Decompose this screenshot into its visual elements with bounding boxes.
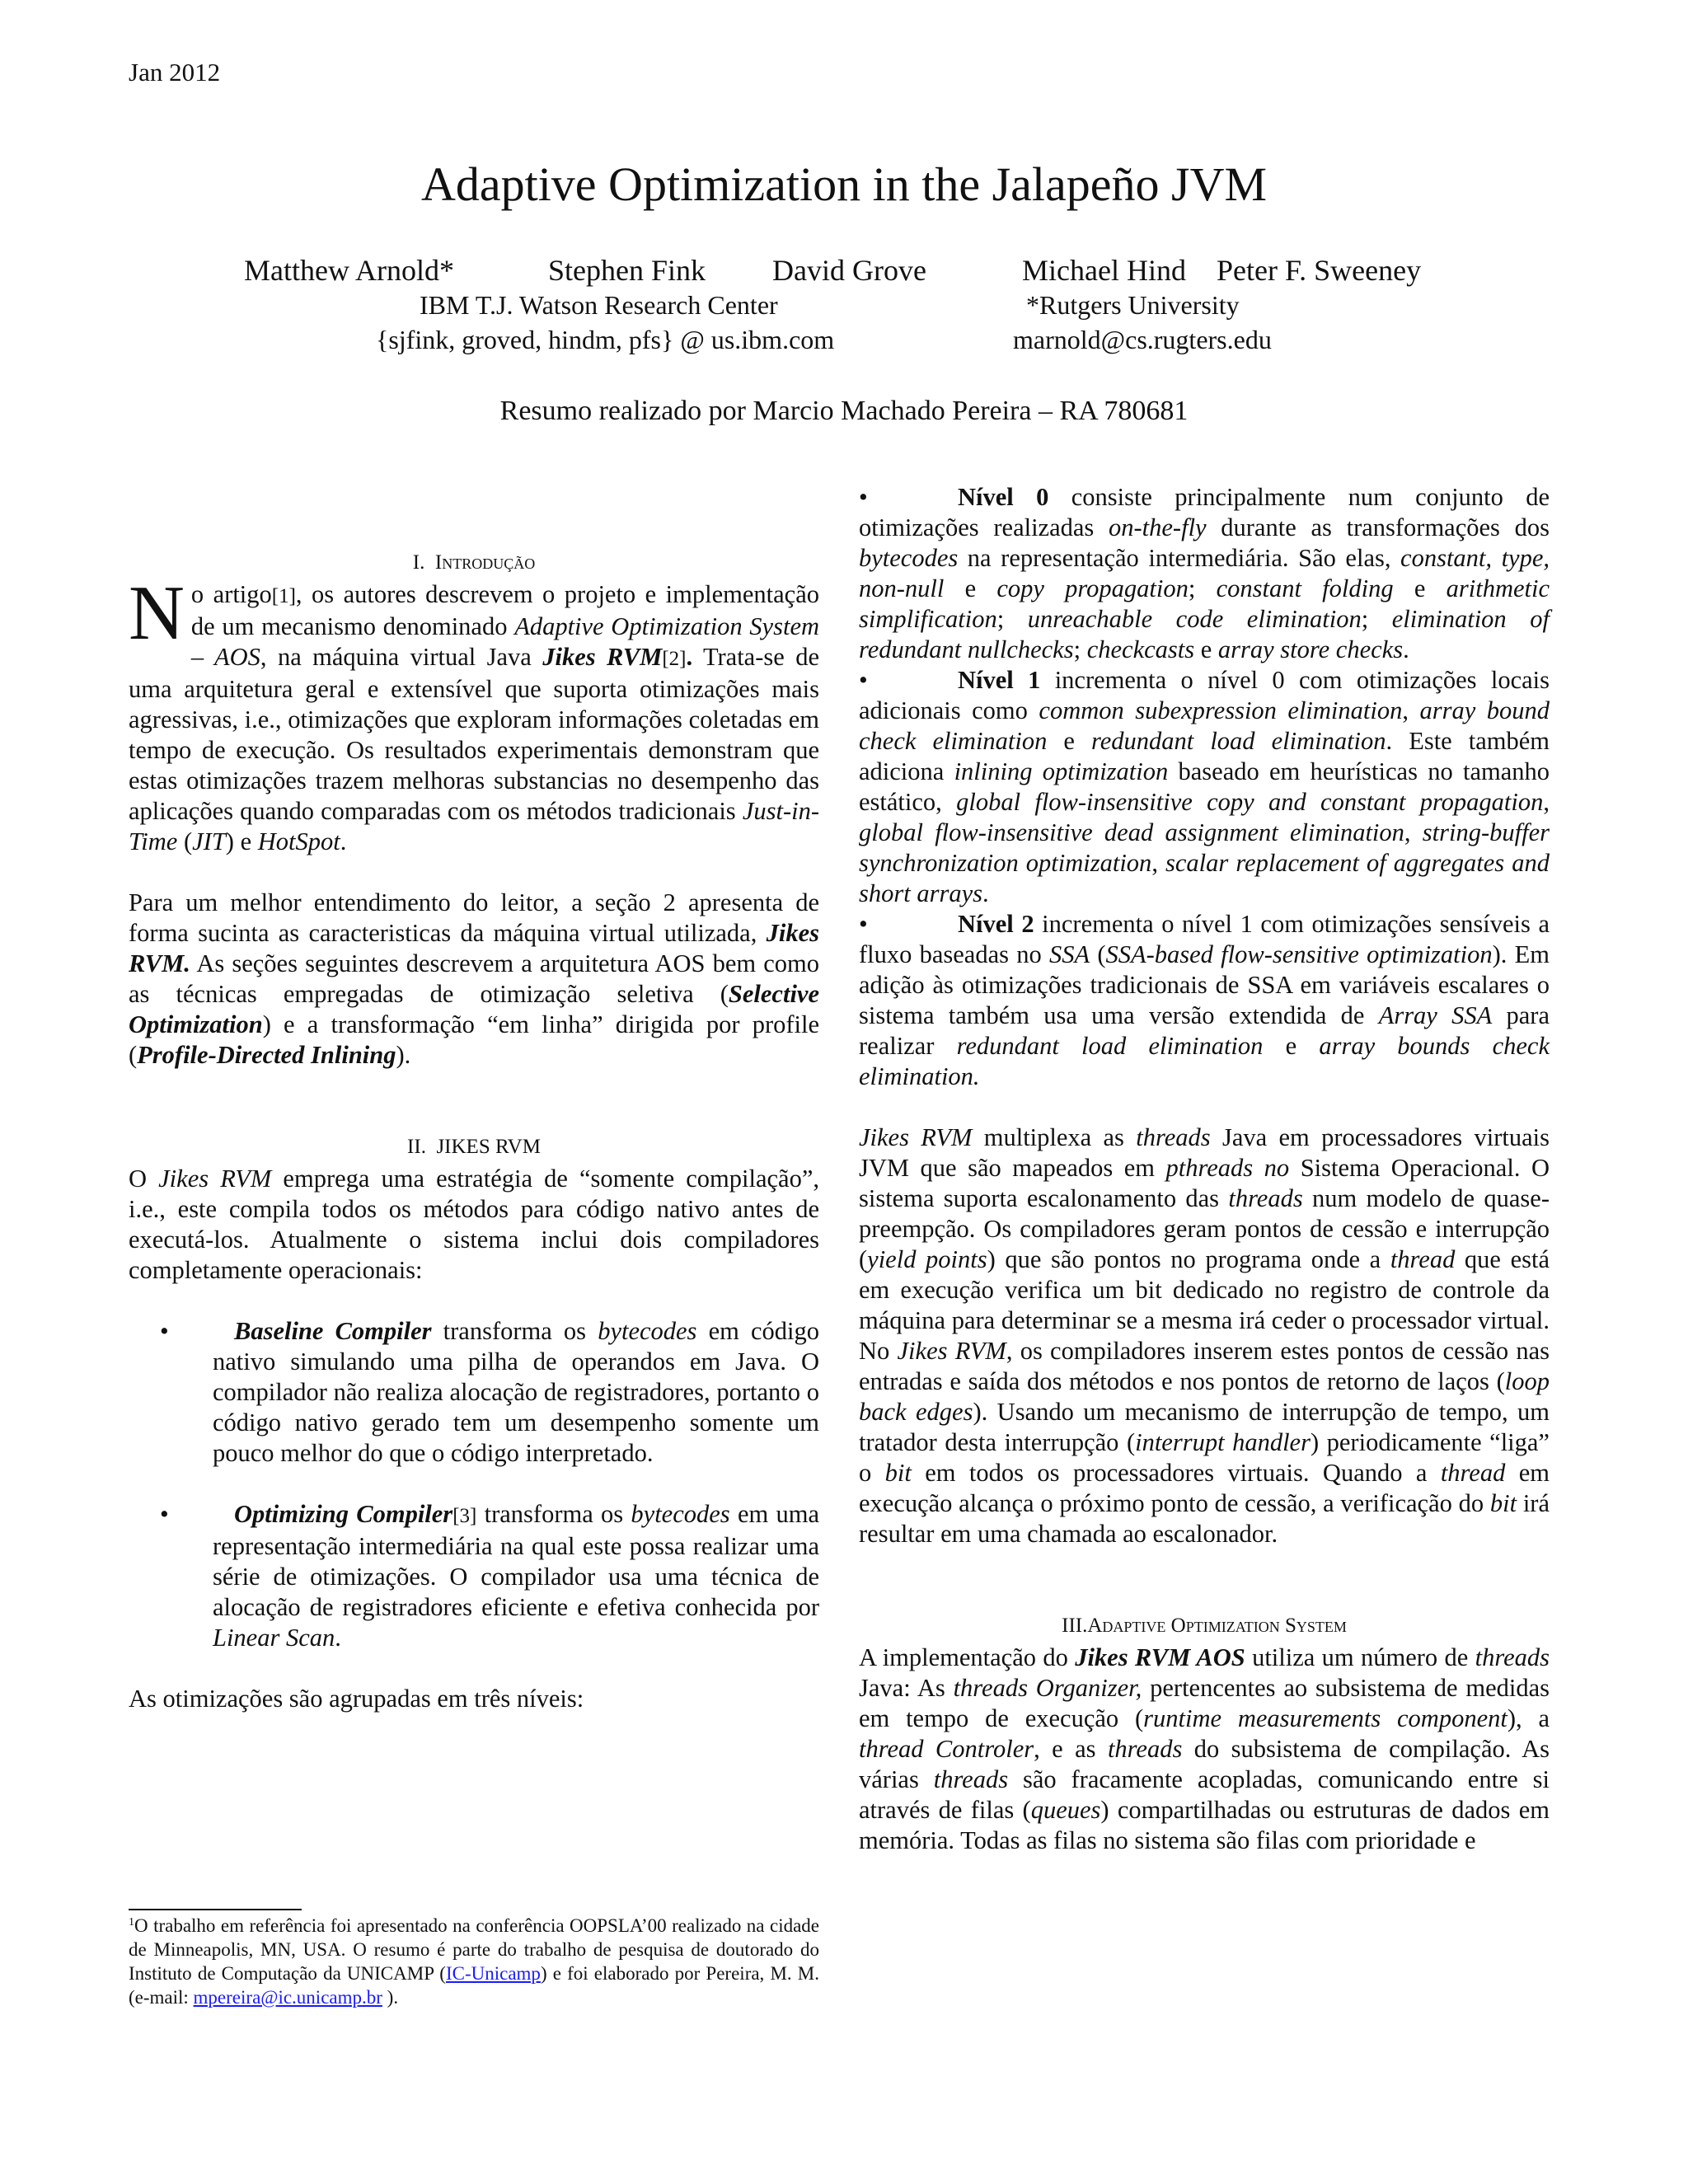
author: Matthew Arnold* bbox=[244, 254, 454, 287]
email-rutgers: marnold@cs.rugters.edu bbox=[1013, 325, 1272, 354]
footnote: $^1$O trabalho em referência foi apresentado na conferência OOPSLA’00 realizado na cidade de Minneapolis, MN, USA. O resumo é parte do trabalho de pesquisa de doutorado do Instituto de Computação da UNICAMP (IC-Unicamp) e foi elaborado por Pereira, M. M. (e-mail: mpereira@ic.unicamp.br ). bbox=[129, 1915, 820, 2008]
author: Michael Hind bbox=[1022, 254, 1186, 287]
intro-paragraph-2: Para um melhor entendimento do leitor, a seção 2 apresenta de forma sucinta as caracteristicas da máquina virtual utilizada, Jikes RVM. As seções seguintes descrevem a arquitetura AOS bem como as técnicas empregadas de otimização seletiva (Selective Optimization) e a transformação “em linha” dirigida por profile (Profile-Directed Inlining). bbox=[129, 888, 819, 1069]
level-2-item: • Nível 2 incrementa o nível 1 com otimizações sensíveis a fluxo baseadas no SSA (SSA-based flow-sensitive optimization). Em adição às otimizações tradicionais de SSA em variáveis escalares o sistema também usa uma versão extendida de Array SSA para realizar redundant load elimination e array bounds check elimination. bbox=[859, 910, 1550, 1090]
level-1-item: • Nível 1 incrementa o nível 0 com otimizações locais adicionais como common subexpression elimination, array bound check elimination e redundant load elimination. Este também adiciona inlining optimization baseado em heurísticas no tamanho estático, global flow-insensitive copy and constant propagation, global flow-insensitive dead assignment elimination, string-buffer synchronization optimization, scalar replacement of aggregates and short arrays. bbox=[859, 666, 1550, 907]
link-ic-unicamp[interactable]: IC-Unicamp bbox=[445, 1963, 541, 1984]
aos-paragraph: A implementação do Jikes RVM AOS utiliza um número de threads Java: As threads Organizer, pertencentes ao subsistema de medidas em tempo de execução (runtime measurements component), a thread Controler, e as threads do subsistema de compilação. As várias threads são fracamente acopladas, comunicando entre si através de filas (queues) compartilhadas ou estruturas de dados em memória. Todas as filas no sistema são filas com prioridade e bbox=[859, 1643, 1550, 1854]
section-heading-jikes: II. JIKES RVM bbox=[407, 1136, 541, 1158]
right-column bbox=[859, 482, 1550, 1856]
section-heading-aos: III.Adaptive Optimization System bbox=[1062, 1615, 1347, 1637]
list-item: • Baseline Compiler transforma os bytecodes em código nativo simulando uma pilha de operandos em Java. O compilador não realiza alocação de registradores, portanto o código nativo gerado tem um desempenho somente um pouco melhor do que o código interpretado. bbox=[160, 1317, 819, 1467]
bullet-icon: • bbox=[859, 666, 868, 694]
footnote-rule bbox=[129, 1909, 302, 1910]
section-heading-introducao: I. Introdução bbox=[412, 551, 536, 574]
header-date: Jan 2012 bbox=[129, 58, 221, 87]
left-column bbox=[129, 547, 819, 1714]
affiliation-ibm: IBM T.J. Watson Research Center bbox=[420, 290, 778, 320]
bullet-icon: • bbox=[859, 910, 868, 938]
author: David Grove bbox=[772, 254, 926, 287]
threads-paragraph: Jikes RVM multiplexa as threads Java em processadores virtuais JVM que são mapeados em pthreads no Sistema Operacional. O sistema suporta escalonamento das threads num modelo de quase-preempção. Os compiladores geram pontos de cessão e interrupção (yield points) que são pontos no programa onde a thread que está em execução verifica um bit dedicado no registro de controle da máquina para determinar se a mesma irá ceder o processador virtual. No Jikes RVM, os compiladores inserem estes pontos de cessão nas entradas e saída dos métodos e nos pontos de retorno de laços (loop back edges). Usando um mecanismo de interrupção de tempo, um tratador desta interrupção (interrupt handler) periodicamente “liga” o bit em todos os processadores virtuais. Quando a thread em execução alcança o próximo ponto de cessão, a verificação do bit irá resultar em uma chamada ao escalonador. bbox=[859, 1123, 1550, 1548]
link-email[interactable]: mpereira@ic.unicamp.br bbox=[193, 1987, 382, 2008]
footnote-mark: 1 bbox=[129, 1916, 134, 1929]
author: Peter F. Sweeney bbox=[1217, 254, 1422, 287]
compiler-list bbox=[129, 1316, 819, 1653]
drop-cap: N bbox=[129, 570, 185, 656]
author: Stephen Fink bbox=[548, 254, 706, 287]
jikes-paragraph: O Jikes RVM emprega uma estratégia de “somente compilação”, i.e., este compila todos os métodos para código nativo antes de executá-los. Atualmente o sistema inclui dois compiladores completamente operacionais: bbox=[129, 1165, 820, 1284]
bullet-icon: • bbox=[160, 1317, 169, 1345]
paper-title: Adaptive Optimization in the Jalapeño JVM bbox=[420, 157, 1268, 211]
email-ibm: {sjfink, groved, hindm, pfs} @ us.ibm.com bbox=[376, 325, 835, 354]
bullet-icon: • bbox=[859, 483, 868, 511]
bullet-icon: • bbox=[160, 1500, 169, 1528]
level-0-item: • Nível 0 consiste principalmente num conjunto de otimizações realizadas on-the-fly durante as transformações dos bytecodes na representação intermediária. São elas, constant, type, non-null e copy propagation; constant folding e arithmetic simplification; unreachable code elimination; elimination of redundant nullchecks; checkcasts e array store checks. bbox=[859, 483, 1550, 663]
affiliation-rutgers: *Rutgers University bbox=[1026, 290, 1240, 320]
levels-intro: As otimizações são agrupadas em três níveis: bbox=[129, 1685, 584, 1713]
list-item: • Optimizing Compiler[3] transforma os bytecodes em uma representação intermediária na qual este possa realizar uma série de otimizações. O compilador usa uma técnica de alocação de registradores eficiente e efetiva conhecida por Linear Scan. bbox=[160, 1500, 820, 1652]
summary-credit: Resumo realizado por Marcio Machado Pereira – RA 780681 bbox=[499, 396, 1189, 426]
intro-paragraph-1: No artigo[1], os autores descrevem o projeto e implementação de um mecanismo denominado Adaptive Optimization System – AOS, na máquina virtual Java Jikes RVM[2]. Trata-se de uma arquitetura geral e extensível que suporta otimizações mais agressivas, i.e., otimizações que exploram informações coletadas em tempo de execução. Os resultados experimentais demonstram que estas otimizações trazem melhoras substancias no desempenho das aplicações quando comparadas com os métodos tradicionais Just-in-Time (JIT) e HotSpot. bbox=[129, 570, 820, 855]
